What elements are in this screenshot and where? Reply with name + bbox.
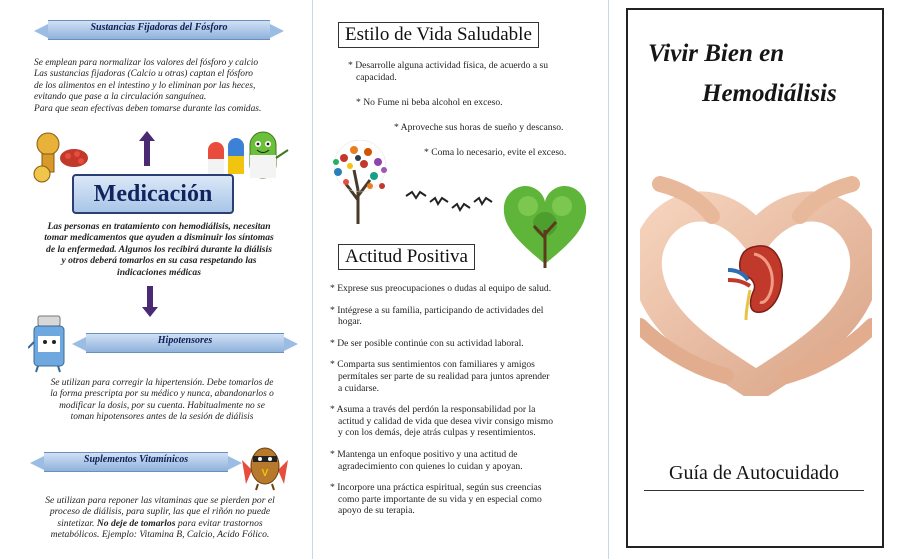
text-line: capacidad. [356,71,397,83]
attitude-item [330,305,602,328]
text-line: a cuidarse. [338,382,380,394]
text-line: * Intégrese a su familia, participando de actividades del [330,304,544,316]
text-line: * Mantenga un enfoque positivo y una actitud de [330,448,518,460]
text-line: la forma prescripta por su médico y nunca, abandonarlos o [50,389,274,400]
text-line: como parte importante de su vida y en especial como [338,493,542,505]
text-line: y otros deberá tomarlos en su casa respetando las [61,255,257,267]
text-line: indicaciones médicas [117,266,201,278]
kidney-icon [724,240,786,320]
banner-vitaminas [44,452,228,472]
text-line: de los alimentos en el intestino y lo eliminan por las heces, [34,80,256,91]
cover-title-line2: Hemodiálisis [702,80,837,107]
birds-icon [404,188,494,218]
text-line: Se utilizan para corregir la hipertensión. Debe tomarlos de [50,378,274,388]
text-line: hogar. [338,316,362,328]
banner-vitaminas-label: Suplementos Vitamínicos [83,454,189,465]
medication-panel [0,0,312,559]
text-line: de la enfermedad. Algunos los recibirá durante la diálisis [46,243,272,255]
text-span: sintetizar. [57,517,97,529]
text-line: agradecimiento con quienes lo cuidan y apoyan. [338,460,523,472]
text-span: para evitar trastornos [175,517,263,529]
text-line: Las sustancias fijadoras (Calcio u otras) captan el fósforo [34,69,253,80]
text-line: modificar la dosis, por su cuenta. Habitualmente no se [59,400,265,411]
text-line: y con los demás, deje atrás culpas y resentimientos. [338,427,536,439]
vitaminas-paragraph [14,495,306,541]
text-line: Se utilizan para reponer las vitaminas que se pierden por el [45,495,275,506]
attitude-list [330,283,602,517]
hipotensores-paragraph [18,378,306,424]
pill-bottle-cartoon-icon [28,314,74,374]
banner-hipotensores-label: Hipotensores [157,335,213,346]
lifestyle-item-1 [348,60,598,83]
text-line: * Desarrolle alguna actividad física, de acuerdo a su [348,60,549,71]
svg-text:V: V [261,468,269,479]
text-line: actitud y calidad de vida que desea vivir consigo mismo [338,415,554,427]
text-line: Las personas en tratamiento con hemodiálisis, necesitan [47,221,271,232]
medication-paragraph [14,221,304,278]
arrow-down-icon [147,286,153,308]
text-line: Se emplean para normalizar los valores del fósforo y calcio [34,58,259,68]
attitude-item [330,404,602,439]
text-line: Para que sean efectivas deben tomarse durante las comidas. [34,103,262,114]
lifestyle-panel [312,0,608,559]
guide-underline [644,490,864,491]
text-line: proceso de diálisis, para suplir, las que el riñón no puede [49,506,271,518]
text-line: permítales ser parte de su realidad para juntos aprender [338,370,550,382]
text-line [14,518,306,529]
attitude-item [330,359,602,394]
arrow-up-icon [144,140,150,166]
text-line: toman hipotensores antes de la sesión de diálisis [70,412,254,423]
lifestyle-title: Estilo de Vida Saludable [338,22,539,48]
medication-title: Medicación [72,174,234,214]
attitude-item [330,449,602,472]
text-line: * De ser posible continúe con su actividad laboral. [330,337,524,349]
lifestyle-item-4: * Coma lo necesario, evite el exceso. [424,147,567,158]
heart-tree-icon [498,178,592,272]
attitude-item [330,338,602,350]
attitude-item [330,283,602,295]
attitude-item [330,482,602,517]
text-line: * Incorpore una práctica espiritual, según sus creencias [330,482,542,494]
banner-hipotensores [86,333,284,353]
text-line: tomar medicamentos que ayuden a disminuir los síntomas [44,232,274,244]
text-line: apoyo de su terapia. [338,505,415,517]
cover-panel [608,0,900,559]
lifestyle-item-3: * Aproveche sus horas de sueño y descanso. [394,122,564,133]
attitude-title: Actitud Positiva [338,244,475,270]
banner-fosforo-label: Sustancias Fijadoras del Fósforo [90,22,228,33]
text-line: * Exprese sus preocupaciones o dudas al equipo de salud. [330,283,552,294]
cover-title-line1: Vivir Bien en [648,40,785,67]
emphasis-text: No deje de tomarlos [96,517,176,529]
text-line: evitando que pase a la circulación sanguínea. [34,92,207,103]
vitamin-hero-icon [236,440,294,492]
guide-title: Guía de Autocuidado [669,462,839,484]
fosforo-paragraph [34,58,304,115]
text-line: * Comparta sus sentimientos con familiares y amigos [330,359,535,371]
lifestyle-item-2: * No Fume ni beba alcohol en exceso. [356,97,503,108]
text-line: metabólicos. Ejemplo: Vitamina B, Calcio, Acido Fólico. [50,529,270,541]
autumn-tree-icon [324,140,396,224]
banner-fosforo [48,20,270,40]
text-line: * Asuma a través del perdón la responsabilidad por la [330,404,536,416]
